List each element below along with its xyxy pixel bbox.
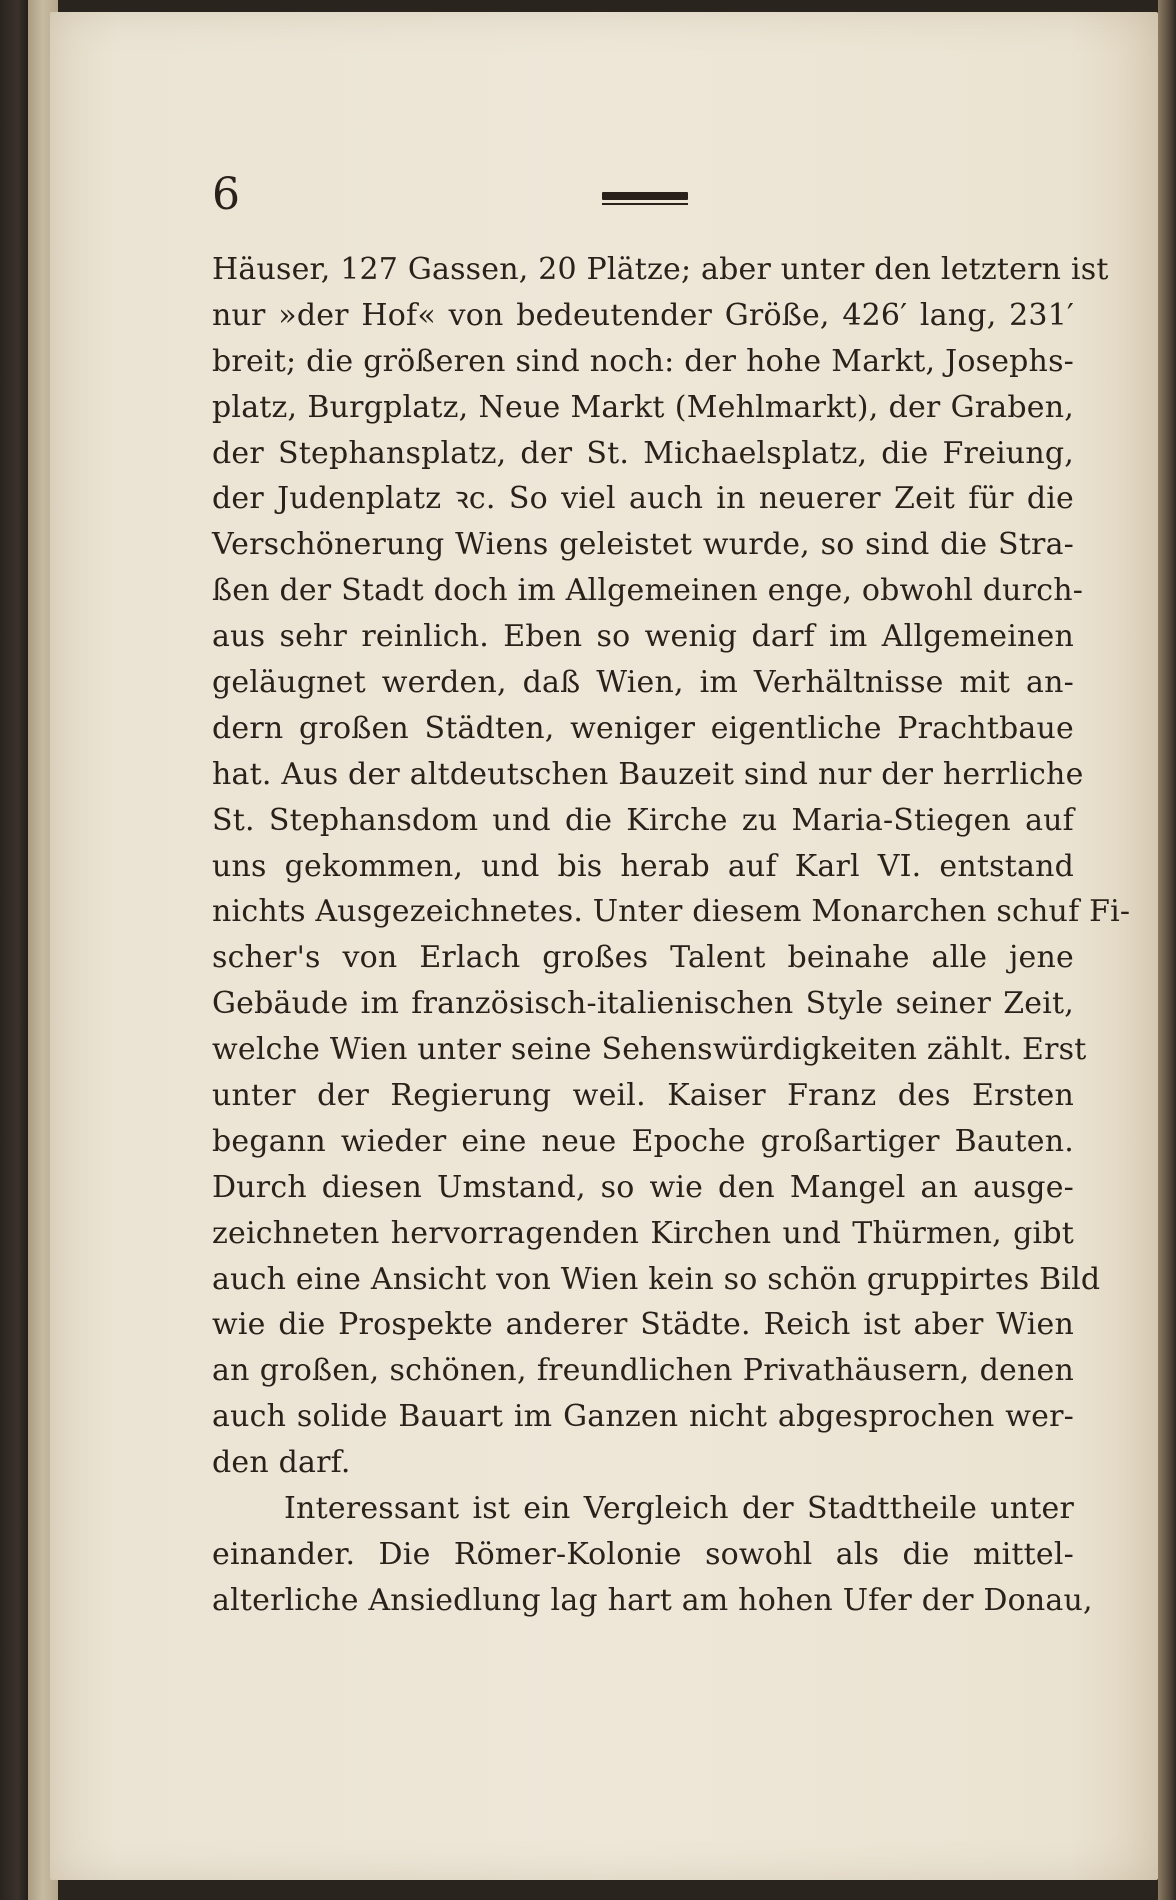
body-text — [212, 247, 1131, 1624]
text-line: der Judenplatz ꝛc. So viel auch in neuerer Zeit für die — [212, 481, 1074, 517]
text-line: geläugnet werden, daß Wien, im Verhältnisse mit an- — [212, 665, 1074, 701]
text-line: Verschönerung Wiens geleistet wurde, so sind die Stra- — [212, 527, 1074, 563]
text-line: welche Wien unter seine Sehenswürdigkeiten zählt. Erst — [212, 1032, 1087, 1068]
text-line: nur »der Hof« von bedeutender Größe, 426′ lang, 231′ — [212, 297, 1074, 333]
text-line: scher's von Erlach großes Talent beinahe alle jene — [212, 940, 1074, 976]
text-line: begann wieder eine neue Epoche großartiger Bauten. — [212, 1123, 1074, 1159]
book-spine — [1158, 0, 1176, 1900]
paragraph-start-line: Interessant ist ein Vergleich der Stadttheile unter — [284, 1491, 1074, 1527]
text-line: Häuser, 127 Gassen, 20 Plätze; aber unter den letztern ist — [212, 252, 1109, 287]
header-rule — [602, 192, 688, 200]
text-line: alterliche Ansiedlung lag hart am hohen Ufer der Donau, — [212, 1582, 1093, 1618]
text-line: Durch diesen Umstand, so wie den Mangel an ausge- — [212, 1169, 1074, 1205]
text-line: einander. Die Römer-Kolonie sowohl als die mittel- — [212, 1536, 1074, 1572]
text-line: nichts Ausgezeichnetes. Unter diesem Monarchen schuf Fi- — [212, 894, 1131, 930]
text-line: aus sehr reinlich. Eben so wenig darf im Allgemeinen — [212, 619, 1074, 655]
text-line: der Stephansplatz, der St. Michaelsplatz, die Freiung, — [212, 435, 1074, 471]
text-line: uns gekommen, und bis herab auf Karl VI. entstand — [212, 848, 1074, 884]
text-line: auch eine Ansicht von Wien kein so schön gruppirtes Bild — [212, 1261, 1101, 1297]
page-number: 6 — [212, 169, 240, 220]
text-line: dern großen Städten, weniger eigentliche Prachtbaue — [212, 710, 1074, 746]
text-line: wie die Prospekte anderer Städte. Reich ist aber Wien — [212, 1307, 1074, 1343]
text-line: zeichneten hervorragenden Kirchen und Thürmen, gibt — [212, 1215, 1074, 1251]
text-line: St. Stephansdom und die Kirche zu Maria-Stiegen auf — [212, 802, 1074, 838]
text-line: Gebäude im französisch-italienischen Style seiner Zeit, — [212, 986, 1074, 1022]
page-header — [212, 170, 1072, 220]
paragraph-end-line: den darf. — [212, 1445, 351, 1481]
text-line: an großen, schönen, freundlichen Privathäusern, denen — [212, 1353, 1074, 1389]
text-line: ßen der Stadt doch im Allgemeinen enge, obwohl durch- — [212, 573, 1084, 609]
text-line: platz, Burgplatz, Neue Markt (Mehlmarkt), der Graben, — [212, 389, 1074, 425]
text-line: hat. Aus der altdeutschen Bauzeit sind nur der herrliche — [212, 756, 1084, 792]
text-line: unter der Regierung weil. Kaiser Franz des Ersten — [212, 1078, 1074, 1114]
text-line: breit; die größeren sind noch: der hohe Markt, Josephs- — [212, 343, 1074, 379]
text-line: auch solide Bauart im Ganzen nicht abgesprochen wer- — [212, 1399, 1074, 1435]
